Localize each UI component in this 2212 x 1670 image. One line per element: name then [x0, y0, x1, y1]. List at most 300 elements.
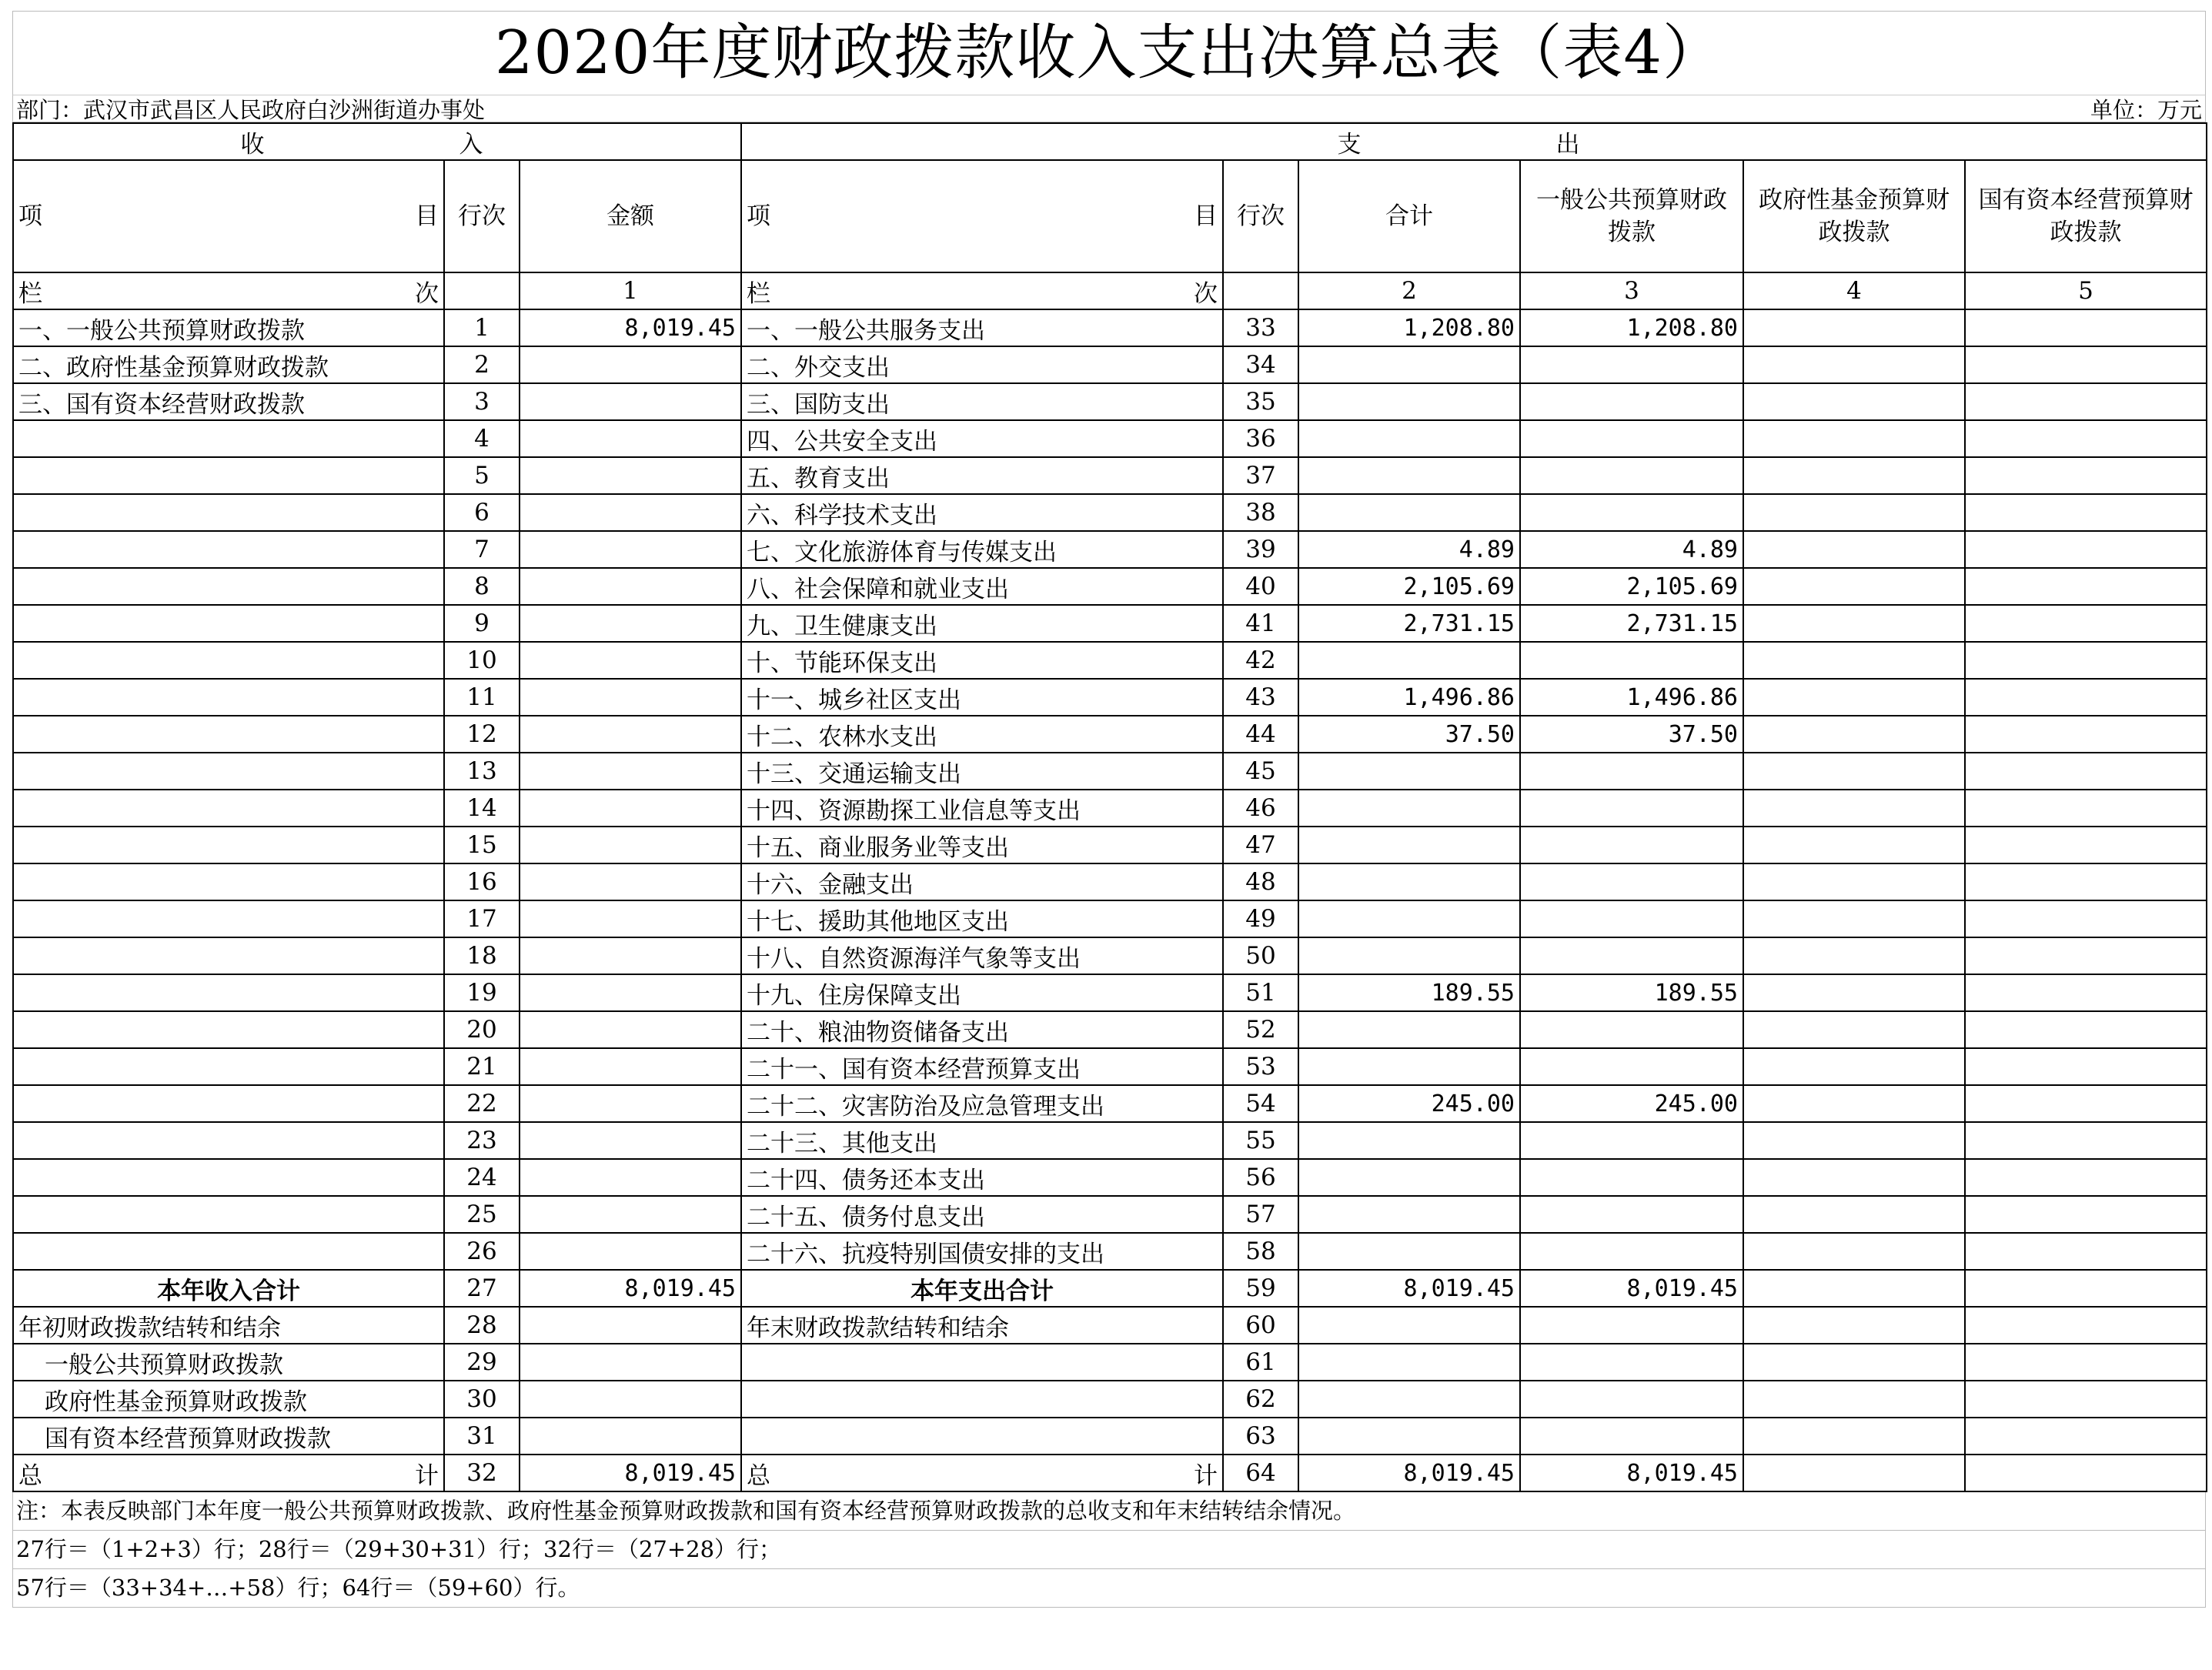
income-rowno-cell: 20 [444, 1011, 520, 1048]
expense-rowno-cell: 49 [1223, 900, 1298, 937]
income-item-cell [13, 568, 444, 605]
income-amount-cell [520, 457, 741, 494]
meta-row [12, 95, 2206, 122]
gov-fund-cell [1743, 383, 1965, 420]
general-budget-cell [1520, 1233, 1743, 1270]
table-row [13, 1048, 2207, 1085]
total-cell: 2,105.69 [1298, 568, 1520, 605]
income-item-cell [13, 1196, 444, 1233]
gov-fund-cell [1743, 937, 1965, 974]
income-amount-cell: 8,019.45 [520, 1270, 741, 1307]
gov-fund-cell [1743, 1307, 1965, 1344]
gov-fund-cell [1743, 863, 1965, 900]
total-cell: 1,496.86 [1298, 679, 1520, 716]
gov-fund-cell [1743, 679, 1965, 716]
state-capital-cell [1965, 1048, 2207, 1085]
table-row [13, 863, 2207, 900]
expense-item-cell: 六、科学技术支出 [741, 494, 1223, 531]
income-amount-cell [520, 531, 741, 568]
income-amount-cell [520, 1159, 741, 1196]
expense-rowno-cell: 47 [1223, 827, 1298, 863]
income-amount-cell [520, 1418, 741, 1455]
expense-rowno-cell: 52 [1223, 1011, 1298, 1048]
general-budget-cell [1520, 457, 1743, 494]
table-row [13, 568, 2207, 605]
general-budget-cell [1520, 1381, 1743, 1418]
state-capital-cell [1965, 346, 2207, 383]
income-rowno-cell: 7 [444, 531, 520, 568]
gov-fund-cell [1743, 1418, 1965, 1455]
income-item-cell [13, 531, 444, 568]
expense-rowno-cell: 43 [1223, 679, 1298, 716]
gov-fund-cell [1743, 420, 1965, 457]
income-item-cell: 本年收入合计 [13, 1270, 444, 1307]
gov-fund-cell [1743, 494, 1965, 531]
general-budget-cell [1520, 1418, 1743, 1455]
general-budget-cell [1520, 1344, 1743, 1381]
total-cell [1298, 457, 1520, 494]
table-row [13, 679, 2207, 716]
income-rowno-cell: 14 [444, 790, 520, 827]
expense-rowno-cell: 38 [1223, 494, 1298, 531]
expense-item-cell [741, 1418, 1223, 1455]
total-cell: 8,019.45 [1298, 1455, 1520, 1491]
income-item-cell [13, 642, 444, 679]
income-amount-cell [520, 346, 741, 383]
income-amount-cell [520, 605, 741, 642]
table-row [13, 1418, 2207, 1455]
total-header: 合计 [1298, 160, 1520, 272]
income-rowno-header: 行次 [444, 160, 520, 272]
expense-item-cell: 二十、粮油物资储备支出 [741, 1011, 1223, 1048]
income-amount-cell: 8,019.45 [520, 309, 741, 346]
income-item-cell: 年初财政拨款结转和结余 [13, 1307, 444, 1344]
gov-fund-cell [1743, 346, 1965, 383]
table-row [13, 1122, 2207, 1159]
expense-item-cell [741, 1344, 1223, 1381]
income-item-cell [13, 1048, 444, 1085]
income-rowno-cell: 23 [444, 1122, 520, 1159]
gov-fund-cell [1743, 900, 1965, 937]
total-cell [1298, 1159, 1520, 1196]
gov-fund-cell [1743, 1011, 1965, 1048]
income-rowno-cell: 6 [444, 494, 520, 531]
note-line: 注：本表反映部门本年度一般公共预算财政拨款、政府性基金预算财政拨款和国有资本经营预算财政拨款的总收支和年末结转结余情况。 [12, 1492, 2206, 1531]
expense-rowno-cell: 39 [1223, 531, 1298, 568]
expense-item-cell: 一、一般公共服务支出 [741, 309, 1223, 346]
general-budget-cell [1520, 383, 1743, 420]
income-amount-cell [520, 753, 741, 790]
unit-label: 单位：万元 [2090, 96, 2202, 123]
gov-fund-cell [1743, 1381, 1965, 1418]
total-cell [1298, 383, 1520, 420]
total-cell [1298, 1048, 1520, 1085]
expense-rowno-cell: 58 [1223, 1233, 1298, 1270]
expense-rowno-cell: 55 [1223, 1122, 1298, 1159]
income-amount-cell [520, 1196, 741, 1233]
expense-rowno-cell: 33 [1223, 309, 1298, 346]
table-row [13, 937, 2207, 974]
income-item-cell [13, 790, 444, 827]
table-row [13, 309, 2207, 346]
state-capital-cell [1965, 642, 2207, 679]
expense-item-cell: 十六、金融支出 [741, 863, 1223, 900]
table-row [13, 1085, 2207, 1122]
income-amount-cell [520, 679, 741, 716]
income-item-cell: 一般公共预算财政拨款 [13, 1344, 444, 1381]
total-cell [1298, 494, 1520, 531]
table-row [13, 1344, 2207, 1381]
general-budget-cell: 1,208.80 [1520, 309, 1743, 346]
gov-fund-cell [1743, 1270, 1965, 1307]
state-capital-cell [1965, 420, 2207, 457]
total-cell [1298, 346, 1520, 383]
expense-item-cell: 十四、资源勘探工业信息等支出 [741, 790, 1223, 827]
state-capital-cell [1965, 974, 2207, 1011]
expense-rowno-cell: 61 [1223, 1344, 1298, 1381]
income-rowno-cell: 16 [444, 863, 520, 900]
state-capital-cell [1965, 937, 2207, 974]
expense-item-cell: 二十四、债务还本支出 [741, 1159, 1223, 1196]
expense-item-header: 项 目 [741, 160, 1223, 272]
expense-item-cell: 七、文化旅游体育与传媒支出 [741, 531, 1223, 568]
state-capital-cell [1965, 309, 2207, 346]
income-rowno-cell: 28 [444, 1307, 520, 1344]
state-capital-cell [1965, 605, 2207, 642]
income-item-cell [13, 974, 444, 1011]
gov-fund-cell [1743, 605, 1965, 642]
expense-rowno-cell: 35 [1223, 383, 1298, 420]
gov-fund-cell [1743, 753, 1965, 790]
income-rowno-cell: 15 [444, 827, 520, 863]
income-rowno-cell: 17 [444, 900, 520, 937]
income-item-cell [13, 1122, 444, 1159]
table-row [13, 1011, 2207, 1048]
income-rowno-cell: 31 [444, 1418, 520, 1455]
state-capital-cell [1965, 1344, 2207, 1381]
general-budget-cell [1520, 494, 1743, 531]
income-rowno-cell: 10 [444, 642, 520, 679]
general-budget-header: 一般公共预算财政拨款 [1520, 160, 1743, 272]
income-item-cell [13, 753, 444, 790]
state-capital-cell [1965, 1381, 2207, 1418]
general-budget-cell [1520, 790, 1743, 827]
income-rowno-cell: 18 [444, 937, 520, 974]
expense-rowno-cell: 48 [1223, 863, 1298, 900]
income-rowno-cell: 1 [444, 309, 520, 346]
general-budget-cell: 189.55 [1520, 974, 1743, 1011]
state-capital-cell [1965, 827, 2207, 863]
page-title: 2020年度财政拨款收入支出决算总表（表4） [12, 11, 2206, 95]
income-amount-cell [520, 1011, 741, 1048]
income-item-cell: 一、一般公共预算财政拨款 [13, 309, 444, 346]
expense-rowno-cell: 45 [1223, 753, 1298, 790]
table-row [13, 1381, 2207, 1418]
income-item-cell [13, 1085, 444, 1122]
table-row [13, 605, 2207, 642]
table-row [13, 1270, 2207, 1307]
expense-item-cell: 二十二、灾害防治及应急管理支出 [741, 1085, 1223, 1122]
table-row [13, 716, 2207, 753]
table-row [13, 1196, 2207, 1233]
gov-fund-cell [1743, 568, 1965, 605]
table-row [13, 420, 2207, 457]
expense-item-cell: 年末财政拨款结转和结余 [741, 1307, 1223, 1344]
income-rowno-cell: 12 [444, 716, 520, 753]
department-label: 部门：武汉市武昌区人民政府白沙洲街道办事处 [16, 96, 486, 123]
gov-fund-cell [1743, 1233, 1965, 1270]
state-capital-cell [1965, 1011, 2207, 1048]
gov-fund-cell [1743, 1048, 1965, 1085]
income-item-cell [13, 1233, 444, 1270]
expense-item-cell: 二、外交支出 [741, 346, 1223, 383]
income-amount-cell [520, 790, 741, 827]
general-budget-cell: 4.89 [1520, 531, 1743, 568]
expense-item-cell: 十一、城乡社区支出 [741, 679, 1223, 716]
total-cell [1298, 1344, 1520, 1381]
expense-item-cell: 五、教育支出 [741, 457, 1223, 494]
gov-fund-cell [1743, 1196, 1965, 1233]
general-budget-cell [1520, 827, 1743, 863]
income-item-cell [13, 605, 444, 642]
income-amount-cell [520, 420, 741, 457]
total-cell [1298, 420, 1520, 457]
total-cell [1298, 753, 1520, 790]
general-budget-cell [1520, 900, 1743, 937]
income-rowno-cell: 32 [444, 1455, 520, 1491]
income-amount-cell: 8,019.45 [520, 1455, 741, 1491]
expense-item-cell: 十九、住房保障支出 [741, 974, 1223, 1011]
general-budget-cell: 8,019.45 [1520, 1270, 1743, 1307]
state-capital-cell [1965, 1085, 2207, 1122]
income-amount-cell [520, 1085, 741, 1122]
expense-item-cell: 四、公共安全支出 [741, 420, 1223, 457]
income-rowno-cell: 30 [444, 1381, 520, 1418]
total-cell [1298, 1122, 1520, 1159]
income-amount-cell [520, 1122, 741, 1159]
total-cell [1298, 790, 1520, 827]
total-cell [1298, 1381, 1520, 1418]
state-capital-cell [1965, 1270, 2207, 1307]
total-cell: 245.00 [1298, 1085, 1520, 1122]
income-amount-cell [520, 900, 741, 937]
grand-total-row [13, 1455, 2207, 1491]
expense-rowno-cell: 51 [1223, 974, 1298, 1011]
table-row [13, 790, 2207, 827]
income-amount-cell [520, 494, 741, 531]
total-cell [1298, 1307, 1520, 1344]
income-amount-cell [520, 1233, 741, 1270]
expense-item-cell: 本年支出合计 [741, 1270, 1223, 1307]
expense-rowno-header: 行次 [1223, 160, 1298, 272]
gov-fund-cell [1743, 642, 1965, 679]
grand-total-income-label: 总 计 [13, 1455, 444, 1491]
section-header-row [13, 123, 2207, 160]
income-amount-cell [520, 863, 741, 900]
expense-item-cell: 二十一、国有资本经营预算支出 [741, 1048, 1223, 1085]
column-header-row [13, 160, 2207, 272]
total-cell: 4.89 [1298, 531, 1520, 568]
income-amount-cell [520, 716, 741, 753]
budget-table [12, 122, 2207, 1492]
expense-item-cell: 二十六、抗疫特别国债安排的支出 [741, 1233, 1223, 1270]
state-capital-cell [1965, 1455, 2207, 1491]
total-cell [1298, 1418, 1520, 1455]
total-cell [1298, 827, 1520, 863]
expense-rowno-cell: 41 [1223, 605, 1298, 642]
state-capital-cell [1965, 494, 2207, 531]
expense-item-cell: 十七、援助其他地区支出 [741, 900, 1223, 937]
income-rowno-cell: 27 [444, 1270, 520, 1307]
general-budget-cell [1520, 937, 1743, 974]
table-row [13, 974, 2207, 1011]
income-item-cell [13, 827, 444, 863]
expense-rowno-cell: 62 [1223, 1381, 1298, 1418]
general-budget-cell: 245.00 [1520, 1085, 1743, 1122]
general-budget-cell [1520, 420, 1743, 457]
state-capital-cell [1965, 1122, 2207, 1159]
total-cell: 2,731.15 [1298, 605, 1520, 642]
general-budget-cell: 2,731.15 [1520, 605, 1743, 642]
income-item-cell [13, 1159, 444, 1196]
total-cell [1298, 1233, 1520, 1270]
gov-fund-cell [1743, 1085, 1965, 1122]
total-cell: 37.50 [1298, 716, 1520, 753]
expense-item-cell: 十三、交通运输支出 [741, 753, 1223, 790]
state-capital-cell [1965, 790, 2207, 827]
state-capital-cell [1965, 531, 2207, 568]
general-budget-cell [1520, 753, 1743, 790]
income-amount-cell [520, 383, 741, 420]
income-amount-cell [520, 1307, 741, 1344]
gov-fund-cell [1743, 1159, 1965, 1196]
column-number-row: 栏 次 1 栏 次 2 3 4 5 [13, 272, 2207, 309]
total-cell: 8,019.45 [1298, 1270, 1520, 1307]
total-cell [1298, 900, 1520, 937]
expense-rowno-cell: 54 [1223, 1085, 1298, 1122]
income-rowno-cell: 3 [444, 383, 520, 420]
state-capital-cell [1965, 1418, 2207, 1455]
income-rowno-cell: 11 [444, 679, 520, 716]
expense-item-cell: 十八、自然资源海洋气象等支出 [741, 937, 1223, 974]
general-budget-cell: 8,019.45 [1520, 1455, 1743, 1491]
income-rowno-cell: 26 [444, 1233, 520, 1270]
spreadsheet [12, 11, 2206, 1608]
income-item-cell [13, 937, 444, 974]
state-capital-cell [1965, 716, 2207, 753]
expense-section-header: 支 出 [741, 123, 2207, 160]
gov-fund-cell [1743, 1455, 1965, 1491]
table-row [13, 1307, 2207, 1344]
income-amount-cell [520, 1344, 741, 1381]
gov-fund-cell [1743, 1344, 1965, 1381]
expense-rowno-cell: 50 [1223, 937, 1298, 974]
expense-item-cell: 二十三、其他支出 [741, 1122, 1223, 1159]
expense-item-cell [741, 1381, 1223, 1418]
note-line: 57行＝（33+34+…+58）行；64行＝（59+60）行。 [12, 1569, 2206, 1608]
income-rowno-cell: 4 [444, 420, 520, 457]
general-budget-cell: 37.50 [1520, 716, 1743, 753]
income-item-cell: 政府性基金预算财政拨款 [13, 1381, 444, 1418]
income-rowno-cell: 5 [444, 457, 520, 494]
state-capital-cell [1965, 679, 2207, 716]
expense-item-cell: 九、卫生健康支出 [741, 605, 1223, 642]
general-budget-cell [1520, 1196, 1743, 1233]
state-capital-cell [1965, 1233, 2207, 1270]
state-capital-cell [1965, 900, 2207, 937]
income-amount-cell [520, 937, 741, 974]
expense-rowno-cell: 40 [1223, 568, 1298, 605]
expense-item-cell: 十、节能环保支出 [741, 642, 1223, 679]
income-rowno-cell: 24 [444, 1159, 520, 1196]
state-capital-cell [1965, 863, 2207, 900]
state-capital-cell [1965, 568, 2207, 605]
income-amount-cell [520, 642, 741, 679]
income-rowno-cell: 19 [444, 974, 520, 1011]
state-capital-cell [1965, 753, 2207, 790]
expense-item-cell: 十五、商业服务业等支出 [741, 827, 1223, 863]
table-row [13, 1159, 2207, 1196]
gov-fund-header: 政府性基金预算财政拨款 [1743, 160, 1965, 272]
expense-rowno-cell: 60 [1223, 1307, 1298, 1344]
table-row [13, 900, 2207, 937]
state-capital-cell [1965, 1159, 2207, 1196]
total-cell [1298, 1196, 1520, 1233]
expense-item-cell: 十二、农林水支出 [741, 716, 1223, 753]
general-budget-cell [1520, 1307, 1743, 1344]
income-amount-cell [520, 827, 741, 863]
income-amount-cell [520, 974, 741, 1011]
state-capital-cell [1965, 1307, 2207, 1344]
income-rowno-cell: 13 [444, 753, 520, 790]
state-capital-header: 国有资本经营预算财政拨款 [1965, 160, 2207, 272]
expense-rowno-cell: 53 [1223, 1048, 1298, 1085]
expense-rowno-cell: 34 [1223, 346, 1298, 383]
income-item-cell [13, 1011, 444, 1048]
income-item-cell [13, 679, 444, 716]
table-row [13, 457, 2207, 494]
gov-fund-cell [1743, 531, 1965, 568]
table-row [13, 642, 2207, 679]
expense-rowno-cell: 63 [1223, 1418, 1298, 1455]
gov-fund-cell [1743, 827, 1965, 863]
state-capital-cell [1965, 457, 2207, 494]
expense-item-cell: 三、国防支出 [741, 383, 1223, 420]
table-row [13, 383, 2207, 420]
table-row [13, 827, 2207, 863]
table-row [13, 494, 2207, 531]
expense-rowno-cell: 64 [1223, 1455, 1298, 1491]
income-rowno-cell: 22 [444, 1085, 520, 1122]
gov-fund-cell [1743, 716, 1965, 753]
income-section-header: 收 入 [13, 123, 741, 160]
income-rowno-cell: 8 [444, 568, 520, 605]
expense-rowno-cell: 56 [1223, 1159, 1298, 1196]
general-budget-cell [1520, 346, 1743, 383]
income-amount-cell [520, 1048, 741, 1085]
total-cell [1298, 1011, 1520, 1048]
gov-fund-cell [1743, 1122, 1965, 1159]
note-line: 27行＝（1+2+3）行；28行＝（29+30+31）行；32行＝（27+28）行； [12, 1531, 2206, 1569]
gov-fund-cell [1743, 974, 1965, 1011]
expense-rowno-cell: 44 [1223, 716, 1298, 753]
total-cell: 189.55 [1298, 974, 1520, 1011]
general-budget-cell: 2,105.69 [1520, 568, 1743, 605]
income-item-cell: 国有资本经营预算财政拨款 [13, 1418, 444, 1455]
general-budget-cell [1520, 1122, 1743, 1159]
income-rowno-cell: 9 [444, 605, 520, 642]
income-item-cell [13, 420, 444, 457]
